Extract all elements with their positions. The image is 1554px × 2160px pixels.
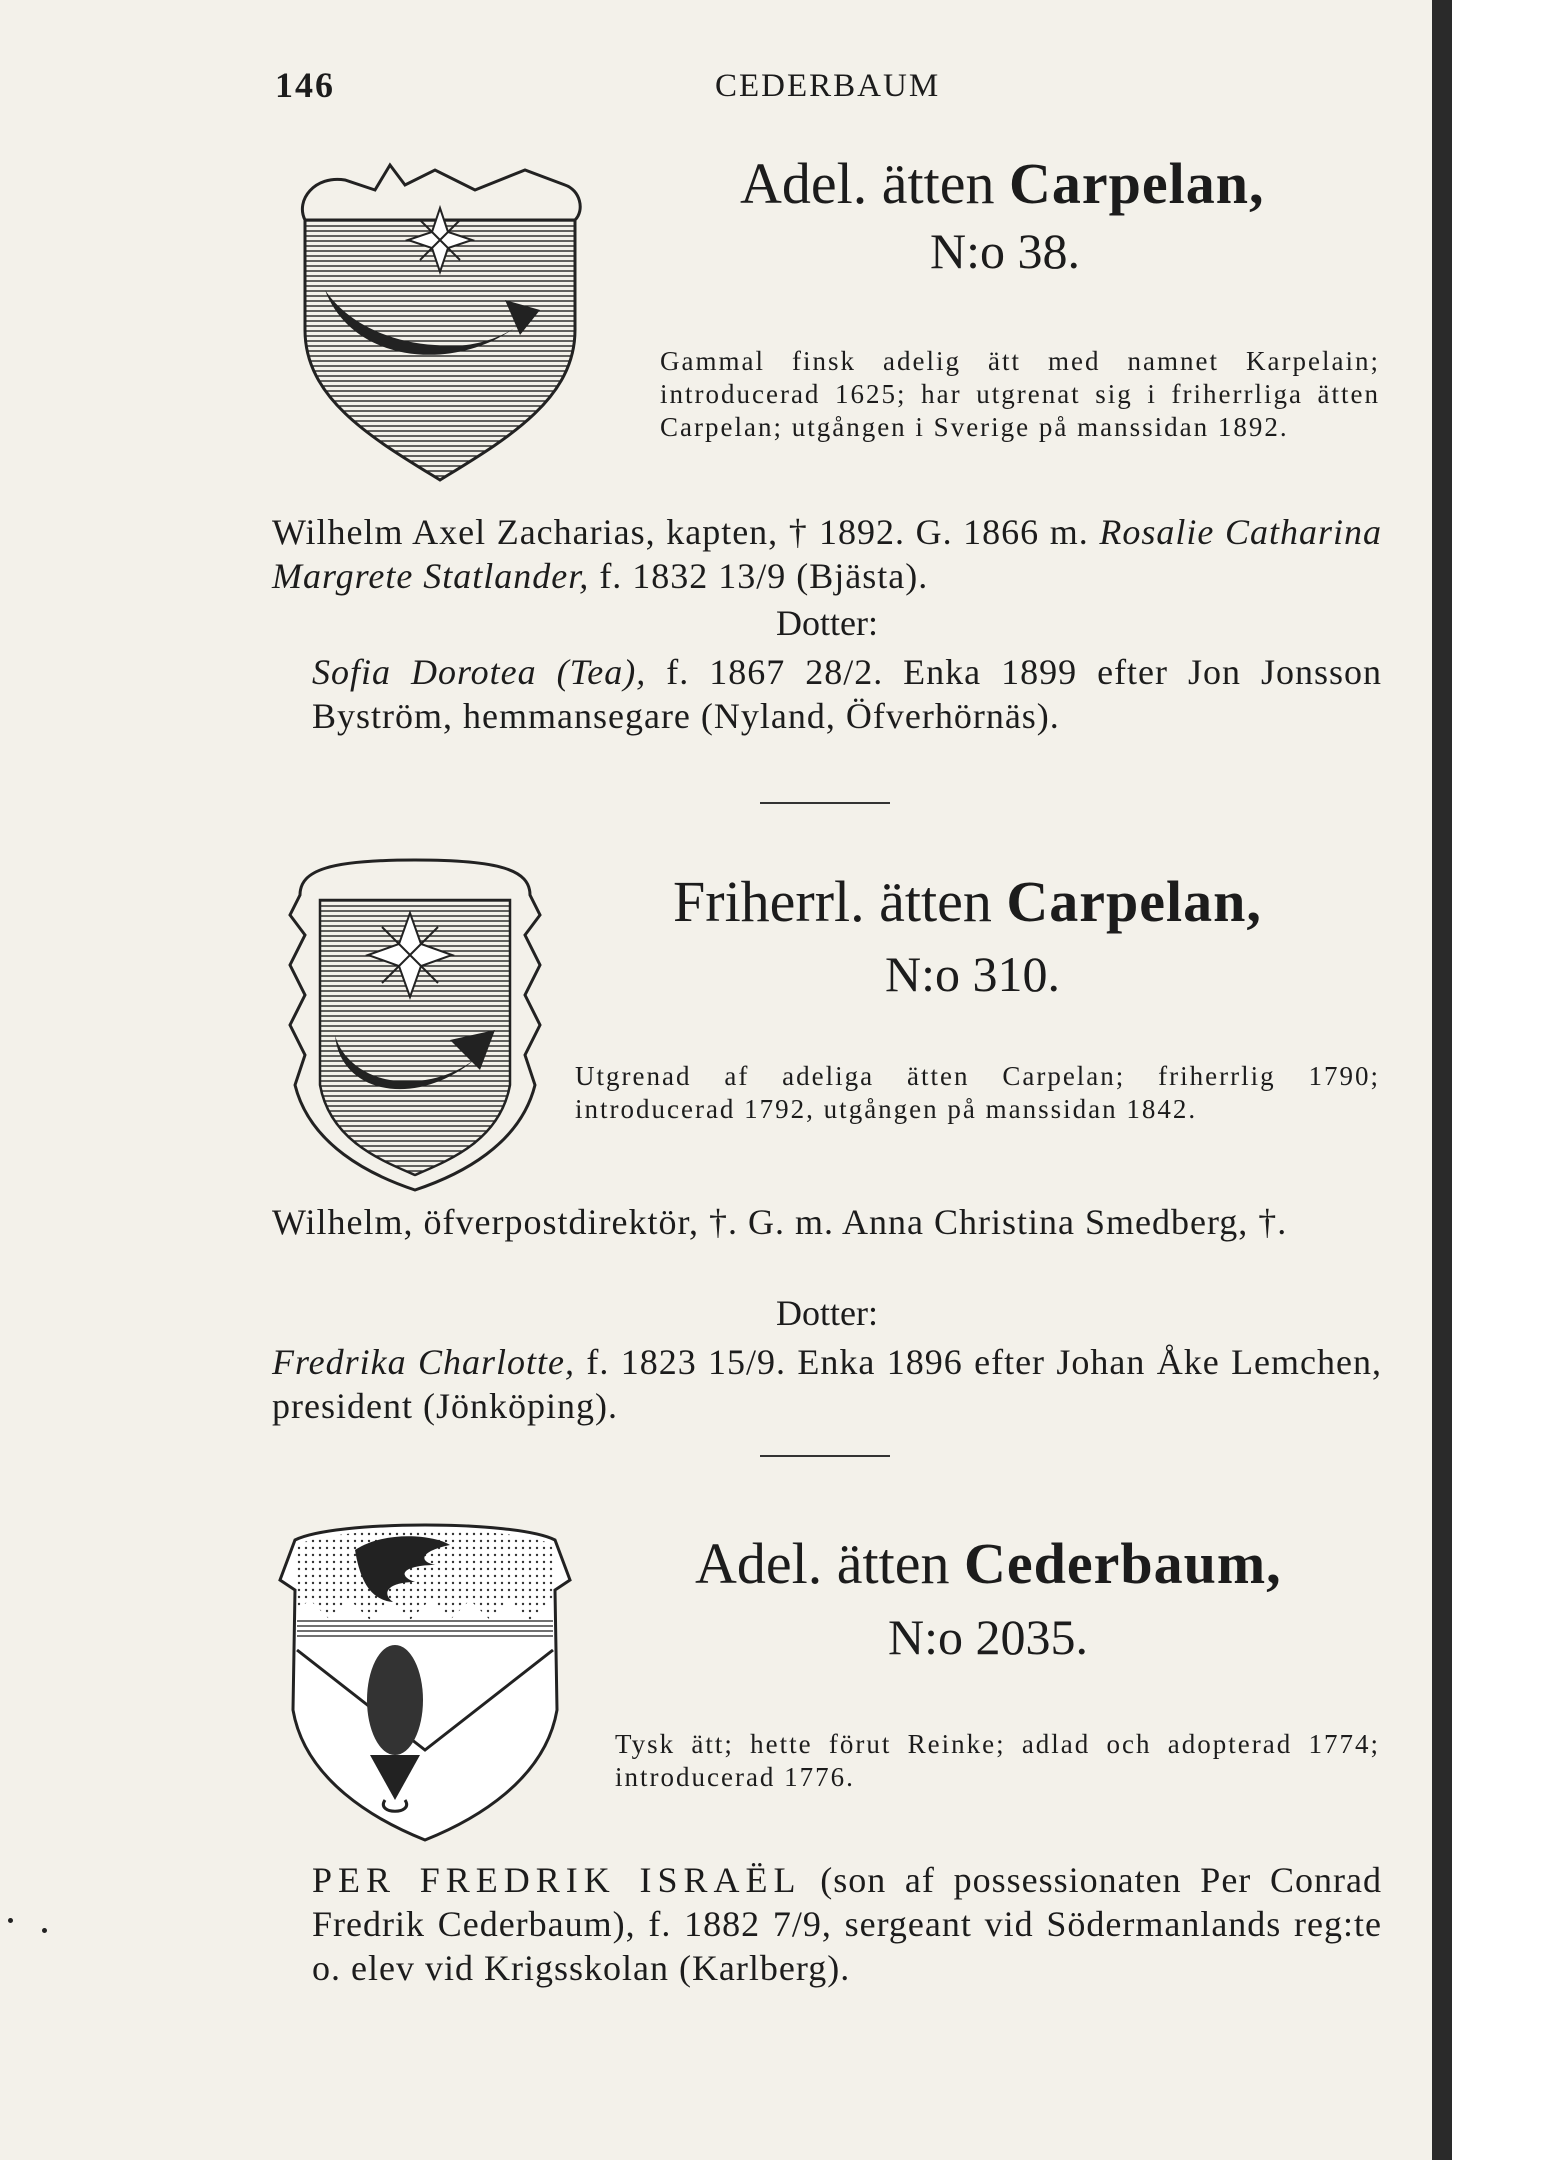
- child-name: Fredrika Charlotte,: [272, 1342, 575, 1382]
- entry-child-fredrika: [272, 1340, 1382, 1428]
- section-number-310: N:o 310.: [885, 946, 1060, 1002]
- section-divider: [760, 802, 890, 804]
- section-blurb-carpelan-adel: Gammal finsk adelig ätt med namnet Karpelain; introducerad 1625; har utgrenat sig i friherrliga ätten Carpelan; utgången i Sverige på manssidan 1892.: [660, 346, 1380, 442]
- child-detail: f. 1867 28/2. Enka 1899 efter Jon Jonsson Byström, hemmansegare (Nyland, Öfverhörnäs).: [312, 652, 1383, 736]
- entry-detail: (son af possessionaten Per Conrad Fredrik Cederbaum), f. 1882 7/9, sergeant vid Södermanlands reg:te o. elev vid Krigsskolan (Karlberg).: [312, 1860, 1382, 1988]
- page-margin: [1452, 0, 1554, 2160]
- page-edge-shadow: [1432, 0, 1452, 2160]
- section-number-38: N:o 38.: [930, 223, 1080, 279]
- margin-mark: [8, 1918, 13, 1923]
- section-title-carpelan-friherrl: Friherrl. ätten Carpelan,: [673, 869, 1262, 934]
- section-blurb-carpelan-friherrl: Utgrenad af adeliga ätten Carpelan; friherrlig 1790; introducerad 1792, utgången på manssidan 1842.: [575, 1061, 1380, 1124]
- entry-child-sofia: [312, 650, 1382, 738]
- entry-name: PER FREDRIK ISRAËL: [312, 1860, 802, 1900]
- margin-mark: [42, 1928, 47, 1933]
- coat-of-arms-cederbaum: [275, 1510, 575, 1850]
- running-head: CEDERBAUM: [715, 68, 941, 104]
- entry-wilhelm: Wilhelm, öfverpostdirektör, †. G. m. Anna Christina Smedberg, †.: [272, 1202, 1288, 1242]
- entry-name: Wilhelm Axel Zacharias, kapten, † 1892. G. 1866 m.: [272, 512, 1089, 552]
- section-title-carpelan-adel: Adel. ätten Carpelan,: [740, 151, 1265, 216]
- section-number-2035: N:o 2035.: [888, 1609, 1088, 1665]
- entry-spouse: Rosalie Catharina Margrete Statlander,: [272, 512, 1382, 596]
- section-blurb-cederbaum: Tysk ätt; hette förut Reinke; adlad och adopterad 1774; introducerad 1776.: [615, 1729, 1380, 1792]
- children-heading: Dotter:: [776, 1293, 878, 1333]
- page-number: 146: [275, 65, 335, 105]
- section-divider: [760, 1455, 890, 1457]
- coat-of-arms-carpelan-friherrl: [270, 855, 560, 1195]
- entry-per-fredrik: [312, 1858, 1382, 1990]
- child-name: Sofia Dorotea (Tea),: [312, 652, 647, 692]
- entry-wilhelm-axel: [272, 510, 1382, 598]
- entry-spouse-detail: f. 1832 13/9 (Bjästa).: [599, 556, 929, 596]
- section-title-cederbaum: Adel. ätten Cederbaum,: [695, 1531, 1282, 1596]
- coat-of-arms-carpelan-adel: [275, 160, 595, 490]
- child-detail: f. 1823 15/9. Enka 1896 efter Johan Åke Lemchen, president (Jönköping).: [272, 1342, 1382, 1426]
- children-heading: Dotter:: [776, 603, 878, 643]
